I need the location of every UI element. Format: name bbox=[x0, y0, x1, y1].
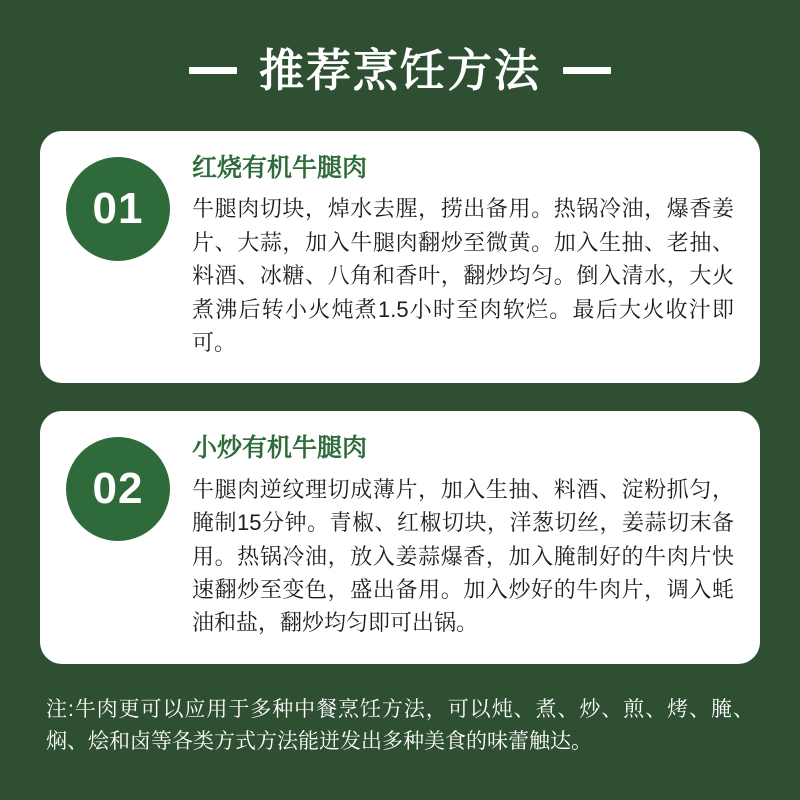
page-title: 推荐烹饪方法 bbox=[258, 45, 541, 96]
page-header bbox=[189, 45, 611, 96]
recipe-card-body bbox=[192, 433, 734, 639]
recipe-card-body bbox=[192, 153, 734, 359]
recipe-card bbox=[40, 131, 760, 383]
recipe-card bbox=[40, 411, 760, 663]
recipe-number-badge: 02 bbox=[66, 437, 170, 541]
header-dash-left bbox=[189, 67, 237, 74]
recipe-card-list bbox=[40, 131, 760, 664]
recipe-title: 小炒有机牛腿肉 bbox=[192, 434, 368, 463]
footer-note: 注:牛肉更可以应用于多种中餐烹饪方法，可以炖、煮、炒、煎、烤、腌、焖、烩和卤等各类方式方法能迸发出多种美食的味蕾触达。 bbox=[46, 697, 754, 754]
recipe-steps-text: 牛腿肉逆纹理切成薄片，加入生抽、料酒、淀粉抓匀，腌制15分钟。青椒、红椒切块，洋葱切丝，姜蒜切末备用。热锅冷油，放入姜蒜爆香，加入腌制好的牛肉片快速翻炒至变色，盛出备用。加入炒好的牛肉片，调入蚝油和盐，翻炒均匀即可出锅。 bbox=[192, 476, 734, 636]
recipe-steps-text: 牛腿肉切块，焯水去腥，捞出备用。热锅冷油，爆香姜片、大蒜，加入牛腿肉翻炒至微黄。加入生抽、老抽、料酒、冰糖、八角和香叶，翻炒均匀。倒入清水，大火煮沸后转小火炖煮1.5小时至肉软烂。最后大火收汁即可。 bbox=[192, 196, 734, 355]
header-dash-right bbox=[563, 67, 611, 74]
recipe-title: 红烧有机牛腿肉 bbox=[192, 154, 368, 182]
recipe-number-badge: 01 bbox=[66, 157, 170, 261]
